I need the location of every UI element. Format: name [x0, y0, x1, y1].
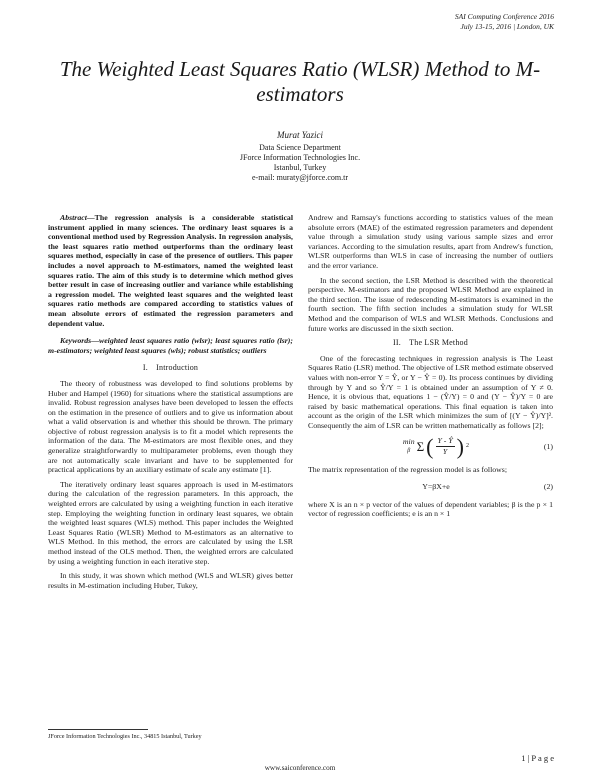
conference-header	[455, 12, 554, 31]
keywords	[48, 336, 293, 355]
right-paragraph-1: Andrew and Ramsay's functions according to statistics values of the mean absolute errors (MAE) of the estimated regression parameters and dependent value through a simulation study using various sample sizes and error variances. According to the simulation results, apart from Andrew's function, WLSR outperforms than WLS in case of increasing the number of outliers and the error variance.	[308, 213, 553, 270]
footnote: JForce Information Technologies Inc., 34815 Istanbul, Turkey	[48, 733, 202, 740]
right-column	[308, 213, 553, 524]
eq1-beta: β	[407, 447, 411, 454]
conference-name: SAI Computing Conference 2016	[454, 12, 554, 21]
author-company: JForce Information Technologies Inc.	[239, 153, 361, 162]
section-heading-lsr: II. The LSR Method	[393, 338, 468, 348]
author-dept: Data Science Department	[259, 143, 341, 152]
abstract-text: The regression analysis is a considerable statistical instrument applied in many sciences. The ordinary least squares is a conventional method used by Regression Analysis. In regression analysis, the least squares ratio method outperforms than the ordinary least squares method, especially in case of the presence of outliers. This paper includes a novel approach to M-estimators, named the weighted least squares ratio. The aim of this study is to determine which method gives better result in case of increasing outlier and variance while establishing a regression model. The weighted least squares and the weighted least squares ratio methods are compared according to statistics values of mean absolute errors of estimated the regression parameters and dependent value.	[48, 213, 293, 328]
keywords-label: Keywords—	[60, 336, 99, 346]
intro-paragraph-1: The theory of robustness was developed to find solutions problems by Huber and Hampel (1960) for situations where the statistical assumptions are invalid. Robust regression analyses have been developed to lessen the effects on the estimation in the presence of outliers and to give us information about what a valid observation is and whether this should be thrown. The primary objective of robust regression analysis is to fit a model which represents the information of the data. The M-estimators are most flexible ones, and they generalize straightforwardly to multiparameter problems, even though they are not automatically scale invariant and have to be supplemented for practical applications by an auxiliary estimate of scale any estimate [1].	[48, 378, 293, 475]
website-link[interactable]: www.saiconference.com	[264, 764, 336, 772]
author-name: Murat Yazici	[277, 130, 323, 140]
section-heading-introduction: I. Introduction	[142, 363, 199, 373]
author-email: e-mail: muraty@jforce.com.tr	[252, 173, 348, 182]
author-city: Istanbul, Turkey	[273, 163, 327, 172]
eq1-label: (1)	[543, 441, 553, 451]
eq1-denominator: Y	[442, 447, 448, 457]
right-paragraph-2: In the second section, the LSR Method is described with the theoretical perspective. M-estimators and the proposed WLSR Method are explained in the third section. The issue of redescending M-estimators is examined in the fourth section. The fifth section includes a simulation study for WLSR Method and the comparison of WLS and WLSR Methods. Conclusions and future works are discussed in the sixth section.	[308, 275, 553, 333]
footnote-divider	[48, 729, 148, 730]
where-paragraph: where X is an n × p vector of the values of dependent variables; β is the p × 1 vector of regression coefficients; e is an n × 1	[308, 499, 553, 519]
eq2-label: (2)	[543, 482, 553, 492]
abstract-label: Abstract—	[60, 213, 95, 222]
eq2-formula: Y=βX+e	[422, 482, 450, 492]
keywords-text: weighted least squares ratio (wlsr); least squares ratio (lsr); m-estimators; weighted least squares (wls); robust statistics; outliers	[48, 336, 293, 355]
eq1-min: min	[402, 436, 415, 446]
matrix-paragraph: The matrix representation of the regression model is as follows;	[308, 464, 507, 474]
intro-paragraph-2: The iteratively ordinary least squares approach is used in M-estimators during the calculation of the regression parameters. In this approach, the weighted errors are calculated by using a weighting function in each iterative step. Employing the weighting function in ordinary least squares, we obtain the weighted least squares (WLS) method. This paper includes the Weighted Least Squares Ratio (WLSR) Method to M-estimators as an alternative to WLS Method. In this method, the errors are calculated by using the LSR method instead of the OLS method. Then, the weighted errors are calculated by using a weighting function in each iterative step.	[48, 479, 293, 566]
page-number: 1 | P a g e	[521, 753, 554, 763]
equation-2	[308, 482, 553, 492]
paper-title: The Weighted Least Squares Ratio (WLSR) Method to M-estimators	[59, 57, 541, 106]
equation-1: min β Σ ( $\frac{Y - Ŷ}{Y}$ ) 2 (1)	[402, 433, 553, 459]
eq1-sum: Σ	[416, 438, 425, 454]
conference-date: July 13-15, 2016 | London, UK	[460, 21, 554, 31]
author-affiliation	[0, 143, 600, 183]
left-column	[48, 213, 293, 595]
lsr-paragraph: One of the forecasting techniques in regression analysis is The Least Squares Ratio (LSR) method. The objective of LSR method estimate observed values with non-error Y = Ŷ, or Y − Ŷ = 0). Its process continues by dividing through by Y and so Ŷ/Y = 1 is obtained under an assumption of Y ≠ 0. Hence, it is obvious that, equations 1 − (Ŷ/Y) = 0 and (Y − Ŷ)/Y = 0 are raised by basic mathematical operations. This final equation is taken into account as the origin of the LSR which minimizes the sum of [(Y − Ŷ)/Y]². Consequently the aim of LSR can be written mathematically as follows [2];	[308, 353, 553, 430]
abstract	[48, 213, 293, 328]
intro-paragraph-3: In this study, it was shown which method (WLS and WLSR) gives better results in M-estimation including Huber, Tukey,	[48, 571, 293, 590]
eq1-numerator: Y - Ŷ	[437, 436, 453, 446]
